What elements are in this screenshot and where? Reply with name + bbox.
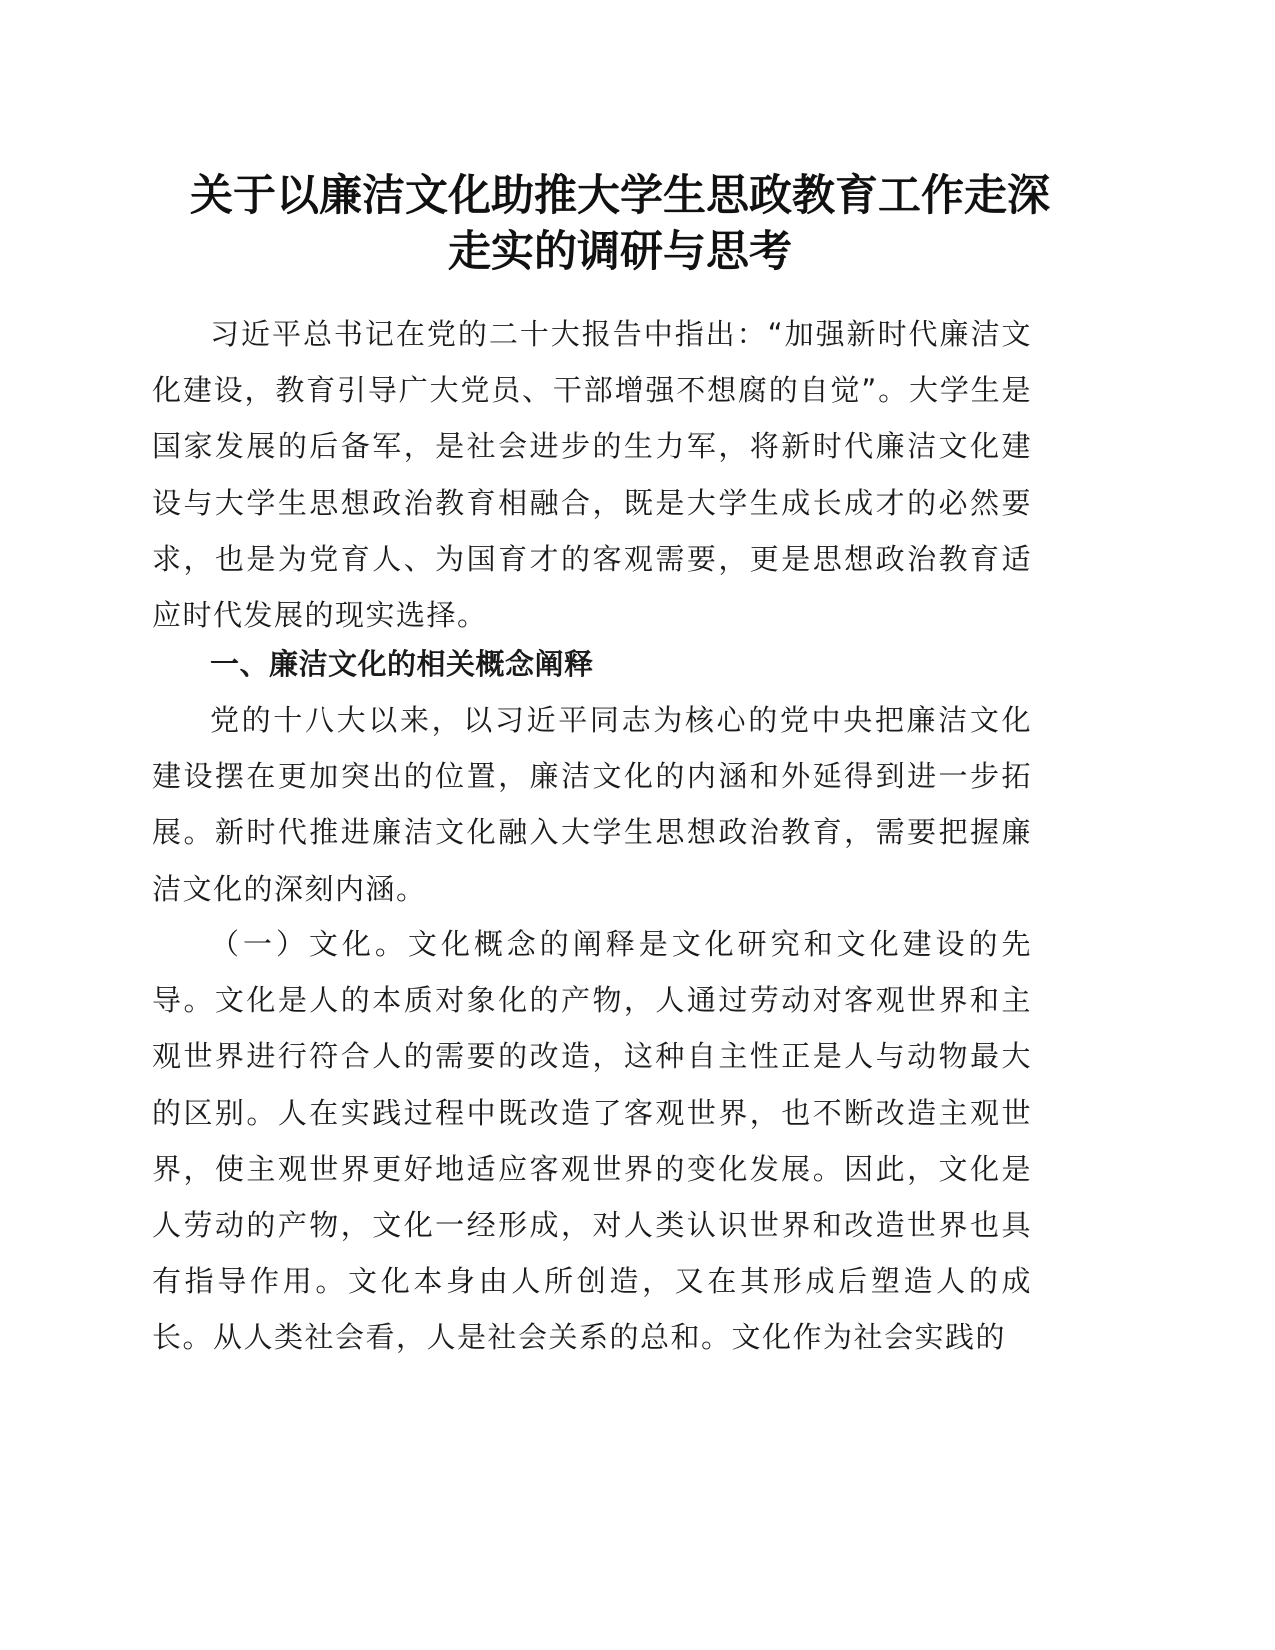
title-line-1: 关于以廉洁文化助推大学生思政教育工作走深 (190, 171, 1050, 221)
paragraph-culture: （一）文化。文化概念的阐释是文化研究和文化建设的先导。文化是人的本质对象化的产物，人通过劳动对客观世界和主观世界进行符合人的需要的改造，这种自主性正是人与动物最大的区别。人在实践过程中既改造了客观世界，也不断改造主观世界，使主观世界更好地适应客观世界的变化发展。因此，文化是人劳动的产物，文化一经形成，对人类认识世界和改造世界也具有指导作用。文化本身由人所创造，又在其形成后塑造人的成长。从人类社会看，人是社会关系的总和。文化作为社会实践的 (152, 927, 1032, 1355)
title-line-2: 走实的调研与思考 (448, 227, 792, 277)
paragraph-intro: 习近平总书记在党的二十大报告中指出：“加强新时代廉洁文化建设，教育引导广大党员、干部增强不想腐的自觉”。大学生是国家发展的后备军，是社会进步的生力军，将新时代廉洁文化建设与大学生思想政治教育相融合，既是大学生成长成才的必然要求，也是为党育人、为国育才的客观需要，更是思想政治教育适应时代发展的现实选择。 (152, 317, 1032, 633)
document-title (150, 168, 1090, 280)
paragraph-section-1: 党的十八大以来，以习近平同志为核心的党中央把廉洁文化建设摆在更加突出的位置，廉洁文化的内涵和外延得到进一步拓展。新时代推进廉洁文化融入大学生思想政治教育，需要把握廉洁文化的深刻内涵。 (152, 703, 1032, 906)
section-heading-1: 一、廉洁文化的相关概念阐释 (210, 647, 594, 681)
